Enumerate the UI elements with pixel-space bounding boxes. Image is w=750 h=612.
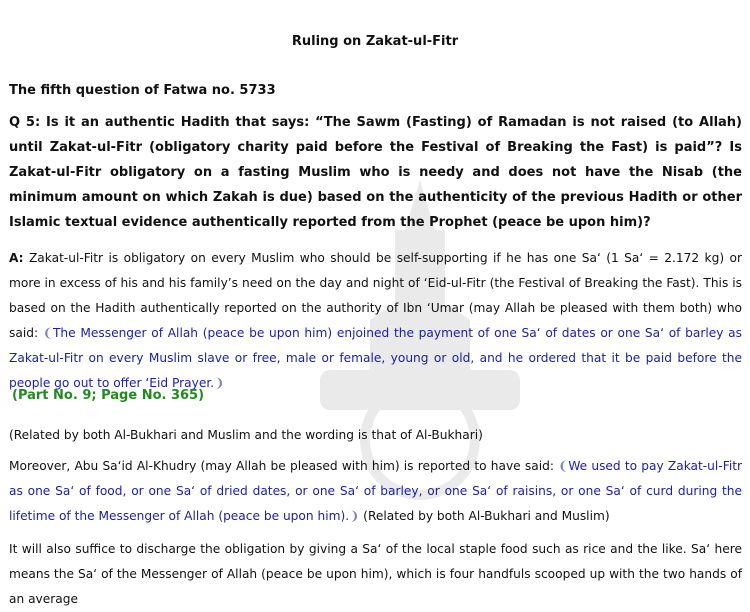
hadith-close-mark: ❩ xyxy=(214,376,225,390)
hadith-open-mark: ❨ xyxy=(558,459,569,473)
answer-text: Zakat-ul-Fitr is obligatory on every Muslim who should be self-supporting if he has one Sa‘ (1 Sa‘ = 2.172 kg) or more in excess of his and his family’s need on the day and night of ‘Eid-ul-Fitr (the Festival of Breaking the Fast). This is based on the Hadith authentically reported on the authority of Ibn ‘Umar (may Allah be pleased with them both) who said: xyxy=(9,251,742,340)
question-text: Q 5: Is it an authentic Hadith that says: “The Sawm (Fasting) of Ramadan is not raised (to Allah) until Zakat-ul-Fitr (obligatory charity paid before the Festival of Breaking the Fast) is paid”? Is Zakat-ul-Fitr obligatory on a fasting Muslim who is needy and does not have the Nisab (the minimum amount on which Zakah is due) based on the authenticity of the previous Hadith or other Islamic textual evidence authentically reported from the Prophet (peace be upon him)? xyxy=(9,115,742,230)
hadith-quote: We used to pay Zakat-ul-Fitr as one Sa‘ of food, or one Sa‘ of dried dates, or one Sa‘ of barley, or one Sa‘ of raisins, or one Sa‘ of curd during the lifetime of the Messenger of Allah (peace be upon him). xyxy=(9,459,742,523)
second-paragraph xyxy=(9,454,742,529)
answer-label: A: xyxy=(9,251,24,265)
page-reference: (Part No. 9; Page No. 365) xyxy=(12,388,205,403)
second-paragraph-text: Moreover, Abu Sa‘id Al-Khudry (may Allah be pleased with him) is reported to have said: xyxy=(9,459,559,473)
related-note: (Related by both Al-Bukhari and Muslim and the wording is that of Al-Bukhari) xyxy=(9,428,483,442)
hadith-close-mark: ❩ xyxy=(349,509,360,523)
page-title: Ruling on Zakat-ul-Fitr xyxy=(291,34,459,49)
third-paragraph: It will also suffice to discharge the obligation by giving a Sa‘ of the local staple food such as rice and the like. Sa‘ here means the Sa‘ of the Messenger of Allah (peace be upon him), which is four handfuls scooped up with the two hands of an average xyxy=(9,542,742,606)
question-number: The fifth question of Fatwa no. 5733 xyxy=(9,83,276,98)
hadith-open-mark: ❨ xyxy=(42,326,53,340)
answer-paragraph xyxy=(9,246,742,396)
related-note-inline: (Related by both Al-Bukhari and Muslim) xyxy=(359,509,610,523)
hadith-quote: The Messenger of Allah (peace be upon him) enjoined the payment of one Sa‘ of dates or one Sa‘ of barley as Zakat-ul-Fitr on every Muslim slave or free, male or female, young or old, and he ordered that it be paid before the people go out to offer ‘Eid Prayer. xyxy=(9,326,742,390)
